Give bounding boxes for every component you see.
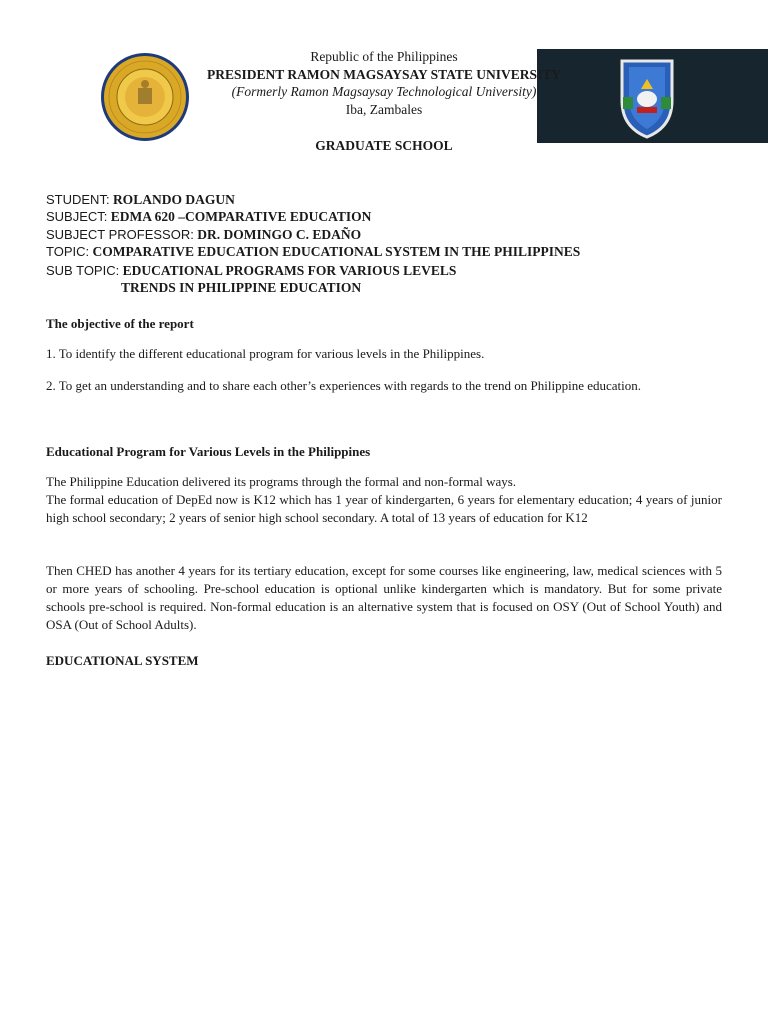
topic-value: COMPARATIVE EDUCATION EDUCATIONAL SYSTEM IN THE PHILIPPINES: [92, 244, 581, 259]
subtopic-value-1: EDUCATIONAL PROGRAMS FOR VARIOUS LEVELS: [122, 263, 457, 278]
school-title: GRADUATE SCHOOL: [315, 138, 453, 153]
objective-item-1: 1. To identify the different educational program for various levels in the Philippines.: [46, 346, 485, 361]
professor-value: DR. DOMINGO C. EDAÑO: [197, 227, 362, 242]
republic-line: Republic of the Philippines: [310, 49, 458, 64]
topic-label: TOPIC:: [46, 244, 90, 259]
subject-line: [46, 208, 371, 225]
student-value: ROLANDO DAGUN: [112, 192, 235, 207]
educational-system-heading: EDUCATIONAL SYSTEM: [46, 653, 199, 668]
location: Iba, Zambales: [345, 102, 423, 117]
programs-paragraph-2: Then CHED has another 4 years for its tertiary education, except for some courses like engineering, law, medical sciences with 5 or more years of schooling. Pre-school education is optional unlike kindergarten which is mandatory. But for some private schools pre-school is required. Non-formal education is an alternative system that is focused on OSY (Out of School Youth) and OSA (Out of School Adults).: [46, 563, 722, 632]
programs-paragraph-1b: The formal education of DepEd now is K12 which has 1 year of kindergarten, 6 years for elementary education; 4 years of junior high school secondary; 2 years of senior high school secondary. A total of 13 years of education for K12: [46, 492, 722, 525]
objective-item-2: 2. To get an understanding and to share each other’s experiences with regards to the trend on Philippine education.: [46, 378, 641, 393]
subtopic-label: SUB TOPIC:: [46, 263, 120, 278]
subtopic-line: [46, 262, 456, 279]
subject-value: EDMA 620 –COMPARATIVE EDUCATION: [110, 209, 372, 224]
topic-line: [46, 243, 580, 260]
objectives-heading: The objective of the report: [46, 316, 194, 331]
subject-label: SUBJECT:: [46, 209, 108, 224]
programs-heading: Educational Program for Various Levels in the Philippines: [46, 444, 371, 459]
programs-paragraph-1a: The Philippine Education delivered its programs through the formal and non-formal ways.: [46, 474, 517, 489]
professor-line: [46, 226, 361, 243]
student-label: STUDENT:: [46, 192, 110, 207]
student-line: [46, 191, 235, 208]
university-name: PRESIDENT RAMON MAGSAYSAY STATE UNIVERSITY: [206, 67, 562, 82]
formerly-name: (Formerly Ramon Magsaysay Technological University): [231, 84, 537, 99]
professor-label: SUBJECT PROFESSOR:: [46, 227, 194, 242]
subtopic-value-2: TRENDS IN PHILIPPINE EDUCATION: [121, 280, 362, 295]
